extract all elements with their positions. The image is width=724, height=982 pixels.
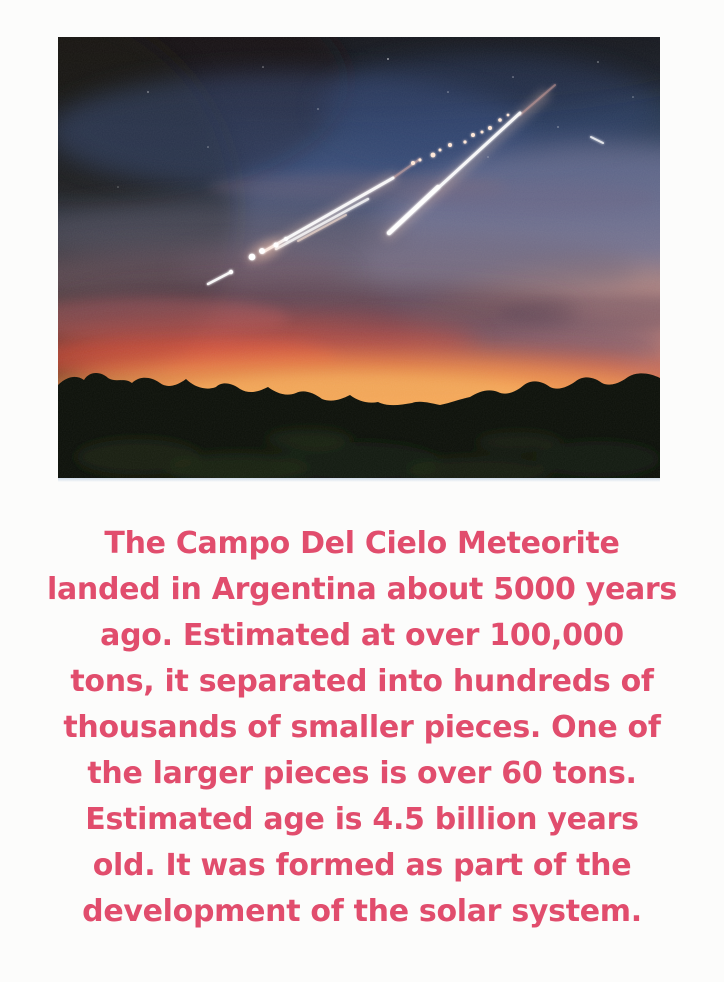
caption-line: landed in Argentina about 5000 years: [47, 572, 677, 607]
caption-line: The Campo Del Cielo Meteorite: [104, 526, 620, 561]
caption-line: ago. Estimated at over 100,000: [100, 618, 624, 653]
meteorite-photo-illustration: [58, 37, 660, 478]
caption-line: development of the solar system.: [82, 894, 642, 929]
caption-line: old. It was formed as part of the: [92, 848, 632, 883]
caption-line: the larger pieces is over 60 tons.: [87, 756, 637, 791]
scan-grain-overlay: [58, 37, 660, 478]
caption: [24, 521, 700, 935]
photo-bottom-scan-edge: [58, 478, 660, 482]
caption-line: thousands of smaller pieces. One of: [63, 710, 661, 745]
meteorite-photo: [58, 37, 660, 478]
caption-line: Estimated age is 4.5 billion years: [85, 802, 639, 837]
caption-line: tons, it separated into hundreds of: [70, 664, 654, 699]
